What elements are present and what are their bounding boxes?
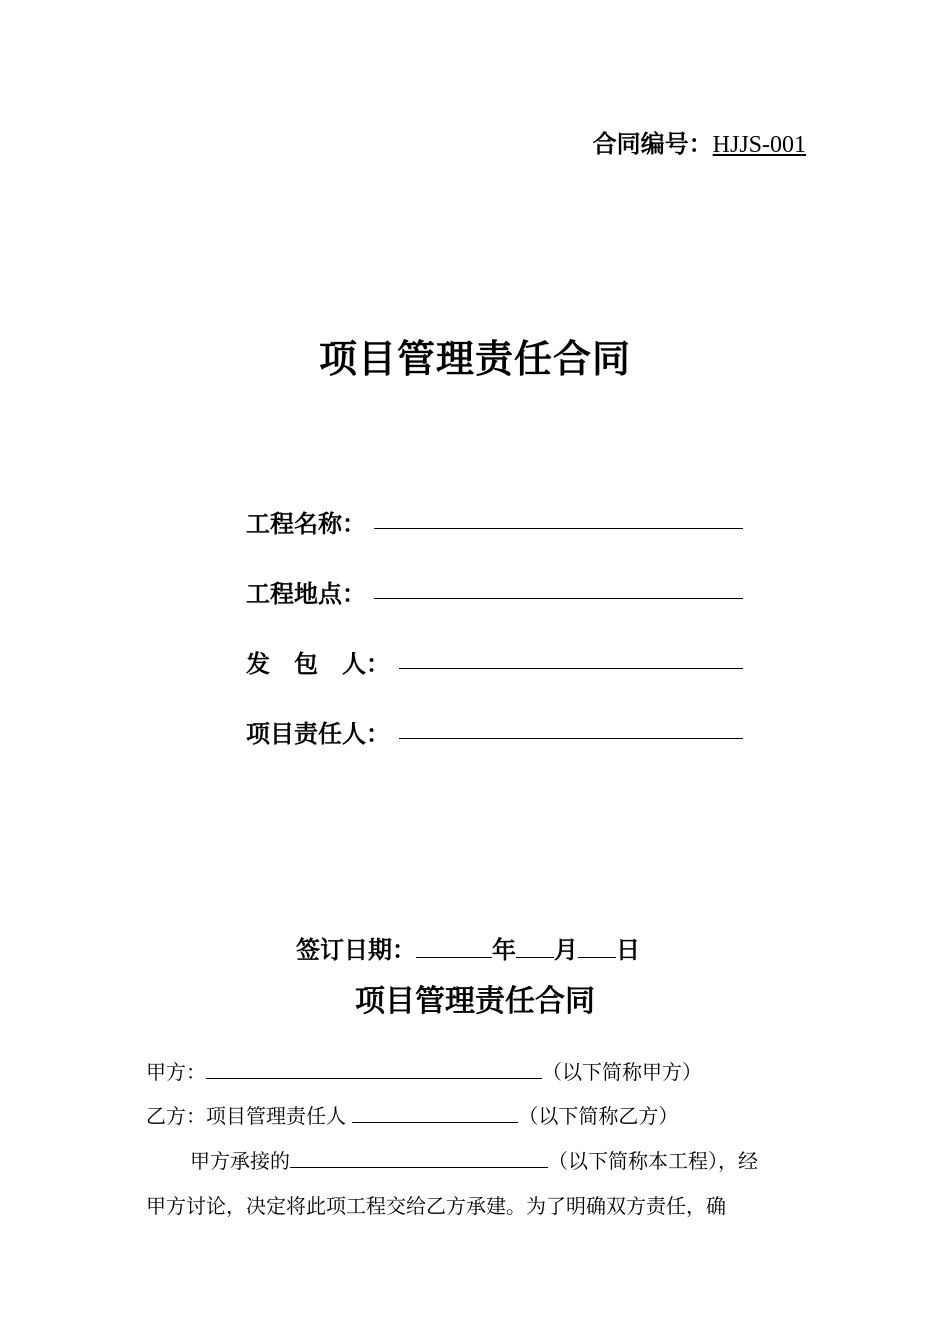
- contract-number-label: 合同编号：: [592, 129, 713, 158]
- paragraph-2-line: 甲方讨论，决定将此项工程交给乙方承建。为了明确双方责任，确: [146, 1194, 726, 1218]
- sign-date-label: 签订日期：: [296, 935, 416, 964]
- project-name-blank[interactable]: [290, 1147, 548, 1168]
- sign-year-blank[interactable]: [416, 935, 492, 958]
- field-project-name-line[interactable]: [374, 528, 743, 529]
- paragraph-1-start: 甲方承接的: [190, 1149, 290, 1173]
- party-a-blank[interactable]: [206, 1058, 542, 1079]
- sign-year-label: 年: [492, 935, 516, 964]
- field-project-manager-label: 项目责任人：: [246, 719, 390, 748]
- contract-number-value: HJJS-001: [712, 132, 806, 158]
- sign-month-blank[interactable]: [516, 935, 554, 958]
- field-employer-line[interactable]: [399, 668, 743, 669]
- paragraph-1-line: [190, 1145, 758, 1174]
- field-project-location-label: 工程地点：: [246, 579, 366, 608]
- cover-title: 项目管理责任合同: [318, 336, 631, 381]
- party-b-label: 乙方：项目管理责任人: [146, 1104, 353, 1128]
- party-a-note: （以下简称甲方）: [542, 1060, 702, 1084]
- paragraph-1-end: （以下简称本工程），经: [548, 1149, 758, 1173]
- party-a-line: [146, 1056, 702, 1085]
- sign-date: [296, 930, 640, 965]
- contract-number: [593, 124, 806, 159]
- party-a-label: 甲方：: [146, 1060, 206, 1084]
- field-project-location-line[interactable]: [374, 598, 743, 599]
- contract-title: 项目管理责任合同: [355, 984, 595, 1019]
- party-b-note: （以下简称乙方）: [518, 1104, 679, 1128]
- field-project-name-label: 工程名称：: [246, 509, 366, 538]
- party-b-blank[interactable]: [352, 1102, 518, 1123]
- sign-day-label: 日: [616, 935, 640, 964]
- party-b-line: [146, 1100, 678, 1129]
- sign-month-label: 月: [554, 935, 578, 964]
- field-project-manager-line[interactable]: [399, 738, 743, 739]
- sign-day-blank[interactable]: [578, 935, 616, 958]
- field-employer-label: 发 包 人：: [246, 649, 390, 678]
